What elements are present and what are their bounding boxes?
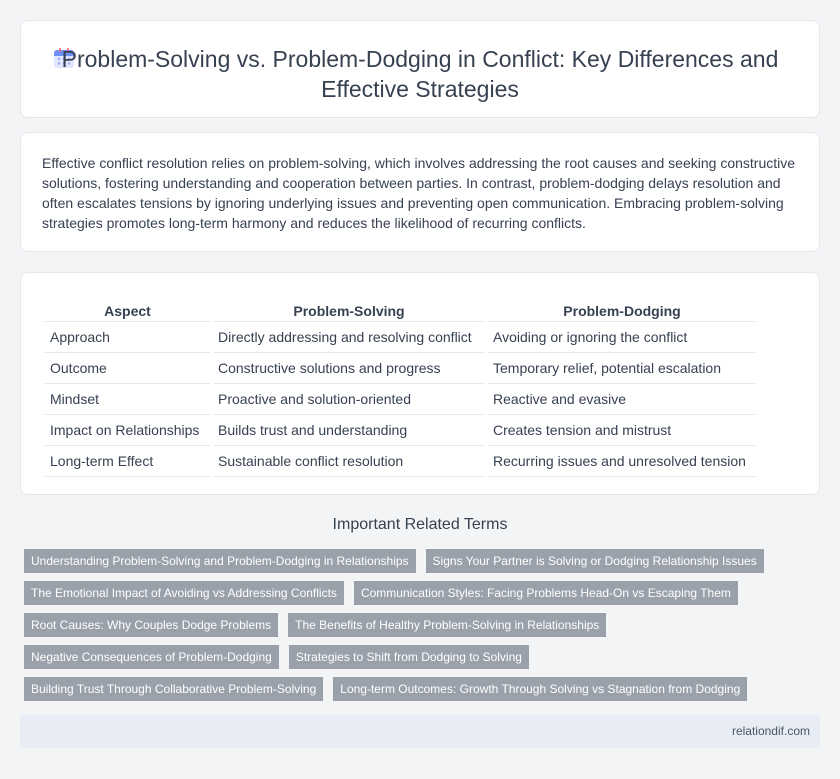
cell-aspect: Approach [45, 322, 210, 353]
related-term-link[interactable]: Negative Consequences of Problem-Dodging [24, 645, 279, 669]
cell-solving: Builds trust and understanding [213, 415, 485, 446]
related-term-link[interactable]: Building Trust Through Collaborative Problem-Solving [24, 677, 323, 701]
footer [20, 715, 820, 748]
cell-dodging: Avoiding or ignoring the conflict [488, 322, 756, 353]
cell-dodging: Reactive and evasive [488, 384, 756, 415]
cell-dodging: Creates tension and mistrust [488, 415, 756, 446]
related-terms-title: Important Related Terms [332, 516, 508, 533]
cell-dodging: Temporary relief, potential escalation [488, 353, 756, 384]
header-aspect: Aspect [45, 292, 210, 322]
cell-aspect: Impact on Relationships [45, 415, 210, 446]
cell-solving: Proactive and solution-oriented [213, 384, 485, 415]
page-title: Problem-Solving vs. Problem-Dodging in Conflict: Key Differences and Effective Strategies [61, 46, 779, 102]
cell-solving: Directly addressing and resolving conflict [213, 322, 485, 353]
cell-aspect: Mindset [45, 384, 210, 415]
related-term-link[interactable]: Understanding Problem-Solving and Problem-Dodging in Relationships [24, 549, 416, 573]
comparison-table [42, 292, 759, 477]
summary-text: Effective conflict resolution relies on problem-solving, which involves addressing the root causes and seeking constructive solutions, fostering understanding and cooperation between parties. In contrast, problem-dodging delays resolution and often escalates tensions by ignoring underlying issues and preventing open communication. Embracing problem-solving strategies promotes long-term harmony and reduces the likelihood of recurring conflicts. [42, 155, 796, 231]
cell-dodging: Recurring issues and unresolved tension [488, 446, 756, 477]
related-term-link[interactable]: Signs Your Partner is Solving or Dodging Relationship Issues [426, 549, 764, 573]
table-row [45, 322, 756, 353]
header-card [20, 20, 820, 118]
related-term-link[interactable]: The Benefits of Healthy Problem-Solving in Relationships [288, 613, 606, 637]
table-row [45, 446, 756, 477]
related-term-link[interactable]: Communication Styles: Facing Problems Head-On vs Escaping Them [354, 581, 738, 605]
summary-card [20, 132, 820, 252]
table-row [45, 384, 756, 415]
table-row [45, 415, 756, 446]
site-name[interactable]: relationdif.com [731, 724, 810, 738]
header-problem-solving: Problem-Solving [213, 292, 485, 322]
table-row [45, 353, 756, 384]
table-header-row [45, 292, 756, 322]
cell-aspect: Outcome [45, 353, 210, 384]
related-term-link[interactable]: The Emotional Impact of Avoiding vs Addressing Conflicts [24, 581, 344, 605]
cell-aspect: Long-term Effect [45, 446, 210, 477]
cell-solving: Sustainable conflict resolution [213, 446, 485, 477]
header-problem-dodging: Problem-Dodging [488, 292, 756, 322]
related-term-link[interactable]: Long-term Outcomes: Growth Through Solving vs Stagnation from Dodging [333, 677, 747, 701]
cell-solving: Constructive solutions and progress [213, 353, 485, 384]
related-terms-list [24, 549, 824, 709]
related-term-link[interactable]: Strategies to Shift from Dodging to Solving [289, 645, 529, 669]
related-term-link[interactable]: Root Causes: Why Couples Dodge Problems [24, 613, 278, 637]
comparison-card [20, 272, 820, 495]
